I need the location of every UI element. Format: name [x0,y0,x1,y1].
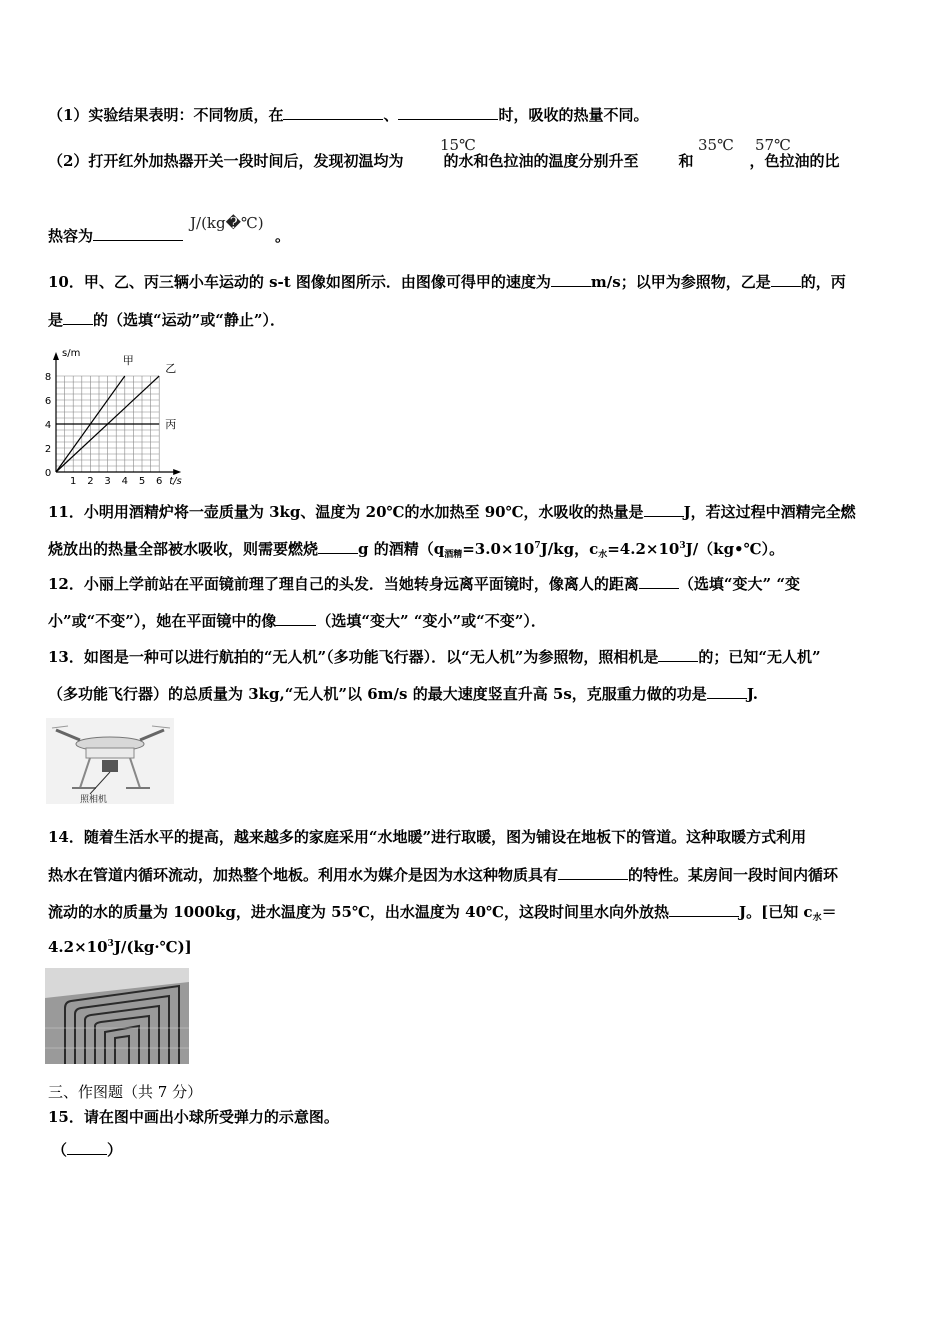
st-chart [38,340,218,492]
y-tick-label: 8 [44,372,52,383]
q12-line2: 小”或“不变”），她在平面镜中的像 （选填“变大” “变小”或“不变”）． [48,612,546,630]
q11-line2: 烧放出的热量全部被水吸收，则需要燃烧 g 的酒精（$q_{酒精}=3.0\times 10^7J/kg$，$c_水=4.2\times 10^3J/(kg•℃)$。 [48,540,785,560]
q14-line1: 14．随着生活水平的提高，越来越多的家庭采用“水地暖”进行取暖，图为铺设在地板下的管道。这种取暖方式利用 [48,828,807,846]
answer-blank[interactable] [283,105,383,120]
q13-line1: 13．如图是一种可以进行航拍的“无人机”（多功能飞行器）．以“无人机”为参照物，照相机是 的；已知“无人机” [48,648,821,666]
answer-blank[interactable] [318,539,358,554]
q10-line1: 10．甲、乙、丙三辆小车运动的 s-t 图像如图所示．由图像可得甲的速度为 m/s；以甲为参照物，乙是 的，丙 [48,273,846,291]
temp-15: 15℃ [440,136,476,154]
q12-line1: 12．小丽上学前站在平面镜前理了理自己的头发．当她转身远离平面镜时，像离人的距离 （选填“变大” “变 [48,575,800,593]
y-tick-label: 4 [44,420,52,431]
camera-caption: 照相机 [80,795,108,804]
x-tick-label: 4 [121,476,128,487]
answer-blank[interactable] [639,574,679,589]
answer-blank[interactable] [771,272,801,287]
q10-line2: 是 的（选填“运动”或“静止”）． [48,311,286,329]
x-tick-label: 3 [104,476,111,487]
y-tick-label: 2 [44,444,52,455]
q11-line1: 11．小明用酒精炉将一壶质量为 3kg、温度为 20℃的水加热至 90℃，水吸收的热量是 J，若这过程中酒精完全燃 [48,503,856,521]
series-label-1: 乙 [165,362,177,375]
answer-blank[interactable] [658,647,698,662]
q15-text: 15．请在图中画出小球所受弹力的示意图。 [48,1108,339,1126]
y-tick-label: 6 [44,396,52,407]
answer-blank[interactable] [398,105,498,120]
x-axis-arrow [173,469,181,475]
section-3-heading: 三、作图题（共 7 分） [48,1083,203,1101]
q9-line1: （1）实验结果表明：不同物质，在 、 时，吸收的热量不同。 [48,106,649,124]
answer-blank[interactable] [669,902,739,917]
q15-answer: （ ） [52,1141,123,1159]
answer-blank[interactable] [551,272,591,287]
y-axis-arrow [53,352,59,360]
answer-blank[interactable] [558,865,628,880]
temp-57: 57℃ [755,136,791,154]
q14-line3: 流动的水的质量为 1000kg，进水温度为 55℃，出水温度为 40℃，这段时间里水向外放热 J。[已知 $c_水=$ [48,903,837,923]
q13-line2: （多功能飞行器）的总质量为 3kg,“无人机”以 6m/s 的最大速度竖直升高 5s，克服重力做的功是 J. [48,685,758,703]
q14-line2: 热水在管道内循环流动，加热整个地板。利用水为媒介是因为水这种物质具有 的特性。某房间一段时间内循环 [48,866,839,884]
series-label-2: 丙 [165,418,177,431]
series-label-0: 甲 [122,354,134,367]
q14-line4: $4.2\times 10^3J/(kg\cdot℃)$] [48,938,192,956]
answer-blank[interactable] [644,502,684,517]
origin-label: 0 [44,468,52,479]
x-axis-label: t/s [169,476,182,487]
answer-blank[interactable] [67,1140,107,1155]
y-axis-label: s/m [62,348,81,359]
answer-blank[interactable] [63,310,93,325]
q9-line2: （2）打开红外加热器开关一段时间后，发现初温均为 的水和色拉油的温度分别升至 和 ，色拉油的比 [48,152,840,170]
q9-line3: 热容为 。 [48,227,291,245]
answer-blank[interactable] [93,226,183,241]
x-tick-label: 6 [156,476,163,487]
unit-specific-heat: J/(kg�℃) [190,214,264,232]
x-tick-label: 5 [138,476,146,487]
x-tick-label: 2 [87,476,94,487]
x-tick-label: 1 [70,476,77,487]
answer-blank[interactable] [276,611,316,626]
answer-blank[interactable] [707,684,747,699]
drone-image [46,718,174,804]
floor-heating-image [45,968,189,1064]
temp-35: 35℃ [698,136,734,154]
